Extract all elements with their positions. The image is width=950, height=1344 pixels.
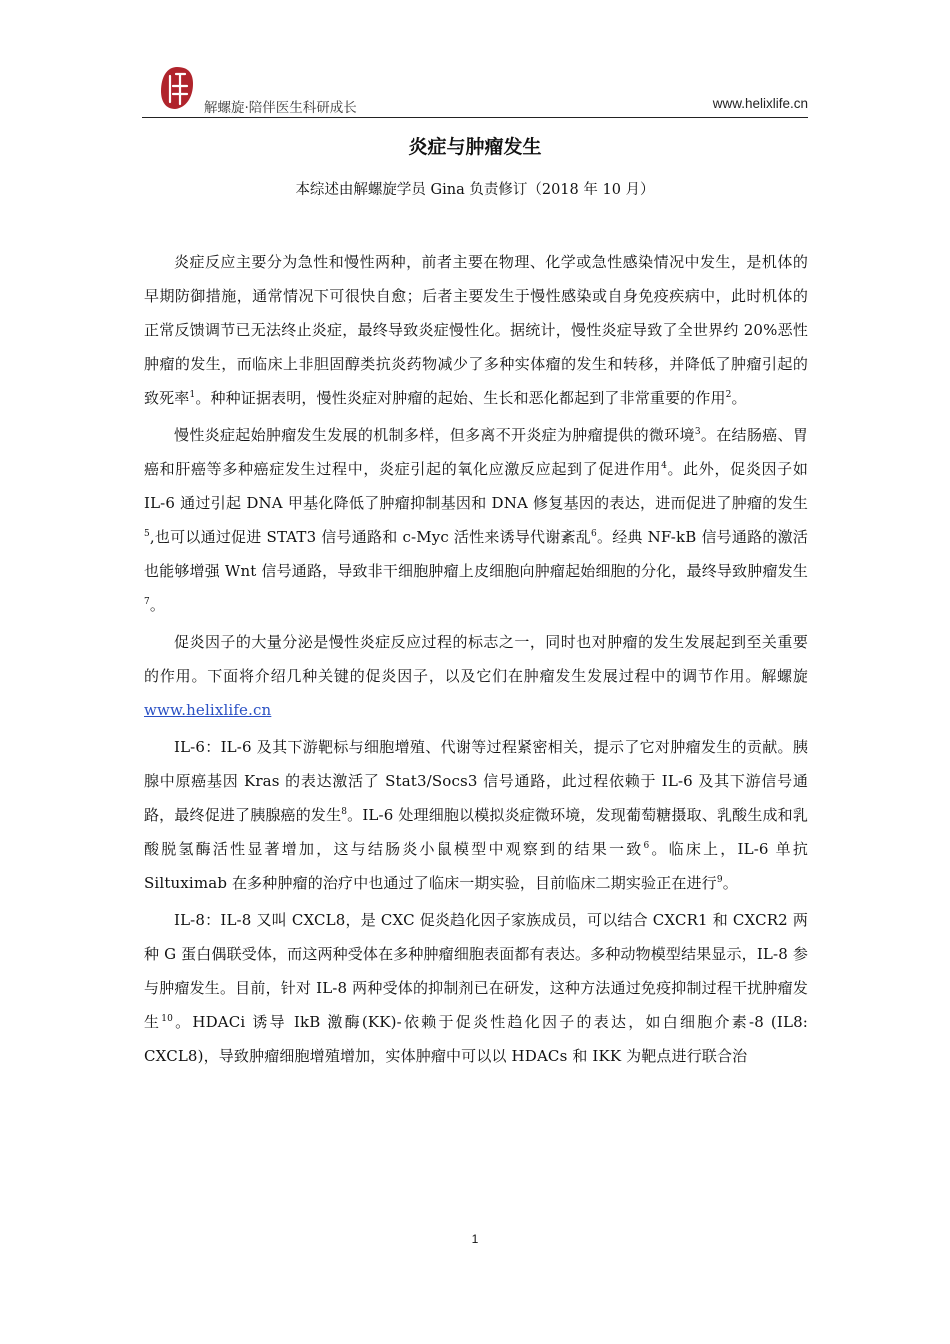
citation-ref: 10 <box>161 1014 174 1024</box>
citation-ref: 6 <box>643 841 650 851</box>
citation-ref: 7 <box>144 597 150 607</box>
site-url[interactable]: www.helixlife.cn <box>712 96 808 111</box>
paragraph-il8: IL-8：IL-8 又叫 CXCL8，是 CXC 促炎趋化因子家族成员，可以结合 CXCR1 和 CXCR2 两种 G 蛋白偶联受体，而这两种受体在多种肿瘤细胞表面都有表达。多种动物模型结果显示，IL-8 参与肿瘤发生。目前，针对 IL-8 两种受体的抑制剂已在研发，这种方法通过免疫抑制过程干扰肿瘤发生$^{10}$。HDACi 诱导 IkB 激酶(KK)-依赖于促炎性趋化因子的表达，如白细胞介素-8 (IL8: CXCL8)，导致肿瘤细胞增殖增加，实体肿瘤中可以以 HDACs 和 IKK 为靶点进行联合治 <box>144 911 809 1065</box>
paragraph-mechanism: 慢性炎症起始肿瘤发生发展的机制多样，但多离不开炎症为肿瘤提供的微环境$^3$。在结肠癌、胃癌和肝癌等多种癌症发生过程中，炎症引起的氧化应激反应起到了促进作用$^4$。此外，促炎因子如 IL-6 通过引起 DNA 甲基化降低了肿瘤抑制基因和 DNA 修复基因的表达，进而促进了肿瘤的发生$^5$,也可以通过促进 STAT3 信号通路和 c-Myc 活性来诱导代谢紊乱$^6$。经典 NF-kB 信号通路的激活也能够增强 Wnt 信号通路，导致非干细胞肿瘤上皮细胞向肿瘤起始细胞的分化，最终导致肿瘤发生$^7$。 <box>144 426 808 614</box>
citation-ref: 4 <box>661 461 667 471</box>
page-header <box>142 60 808 118</box>
page-number: 1 <box>471 1232 479 1246</box>
document-body <box>144 245 808 1076</box>
citation-ref: 1 <box>189 390 196 400</box>
header-divider <box>142 117 808 118</box>
document-title: 炎症与肿瘤发生 <box>408 136 542 158</box>
citation-ref: 5 <box>144 529 150 539</box>
citation-ref: 2 <box>725 390 732 400</box>
citation-ref: 9 <box>716 875 723 885</box>
helix-logo <box>158 64 196 112</box>
helixlife-link[interactable]: www.helixlife.cn <box>144 701 272 719</box>
document-subtitle: 本综述由解螺旋学员 Gina 负责修订（2018 年 10 月） <box>295 182 655 198</box>
citation-ref: 3 <box>694 427 701 437</box>
paragraph-il6: IL-6：IL-6 及其下游靶标与细胞增殖、代谢等过程紧密相关，提示了它对肿瘤发生的贡献。胰腺中原癌基因 Kras 的表达激活了 Stat3/Socs3 信号通路，此过程依赖于 IL-6 及其下游信号通路，最终促进了胰腺癌的发生$^8$。IL-6 处理细胞以模拟炎症微环境，发现葡萄糖摄取、乳酸生成和乳酸脱氢酶活性显著增加，这与结肠炎小鼠模型中观察到的结果一致$^6$。临床上，IL-6 单抗 Siltuximab 在多种肿瘤的治疗中也通过了临床一期实验，目前临床二期实验正在进行$^9$。 <box>144 738 808 892</box>
paragraph-intro: 炎症反应主要分为急性和慢性两种，前者主要在物理、化学或急性感染情况中发生，是机体的早期防御措施，通常情况下可很快自愈；后者主要发生于慢性感染或自身免疫疾病中，此时机体的正常反馈调节已无法终止炎症，最终导致炎症慢性化。据统计，慢性炎症导致了全世界约 20%恶性肿瘤的发生，而临床上非胆固醇类抗炎药物减少了多种实体瘤的发生和转移，并降低了肿瘤引起的致死率$^1$。种种证据表明，慢性炎症对肿瘤的起始、生长和恶化都起到了非常重要的作用$^2$。 <box>144 253 808 407</box>
citation-ref: 8 <box>341 807 348 817</box>
citation-ref: 6 <box>590 529 597 539</box>
brand-tagline: 解螺旋·陪伴医生科研成长 <box>204 100 357 116</box>
paragraph-cytokines: 促炎因子的大量分泌是慢性炎症反应过程的标志之一，同时也对肿瘤的发生发展起到至关重要的作用。下面将介绍几种关键的促炎因子，以及它们在肿瘤发生发展过程中的调节作用。解螺旋 www.helixlife.cn <box>144 633 808 719</box>
